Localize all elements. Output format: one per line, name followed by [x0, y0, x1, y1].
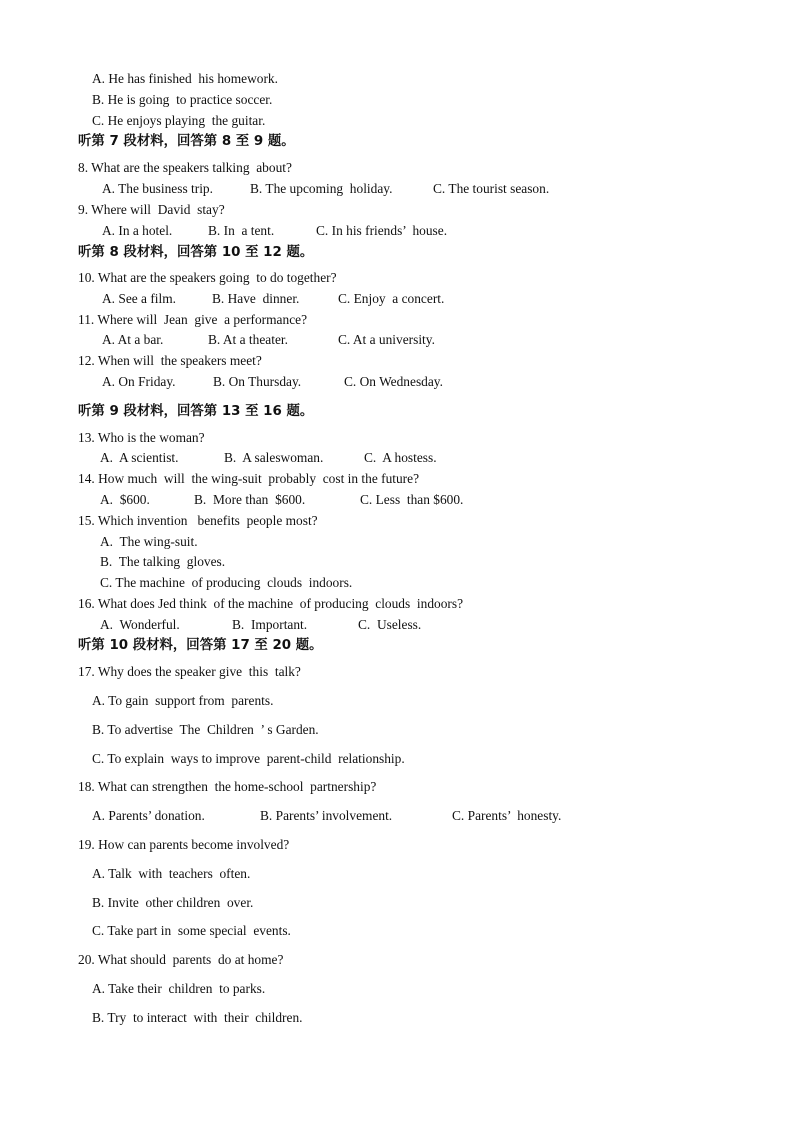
option-10a: A. See a film.: [102, 291, 177, 306]
question-14: 14. How much will the wing-suit probably cost in the future?: [78, 471, 420, 486]
question-8: 8. What are the speakers talking about?: [78, 160, 292, 175]
option-18a: A. Parents’ donation.: [92, 808, 205, 823]
option-11b: B. At a theater.: [208, 332, 288, 347]
question-20: 20. What should parents do at home?: [78, 952, 284, 967]
option-18c: C. Parents’ honesty.: [452, 808, 562, 823]
question-12: 12. When will the speakers meet?: [78, 353, 262, 368]
option-9b: B. In a tent.: [208, 223, 275, 238]
option-16c: C. Useless.: [358, 617, 422, 632]
option-8b: B. The upcoming holiday.: [250, 181, 393, 196]
option-12a: A. On Friday.: [102, 374, 176, 389]
option-13c: C. A hostess.: [364, 450, 437, 465]
option-16b: B. Important.: [232, 617, 308, 632]
question-17: 17. Why does the speaker give this talk?: [78, 664, 301, 679]
option-9c: C. In his friends’ house.: [316, 223, 448, 238]
option-15a: A. The wing-suit.: [100, 534, 198, 549]
option-17b: B. To advertise The Children ’ s Garden.: [92, 722, 319, 737]
option-9a: A. In a hotel.: [102, 223, 173, 238]
option-10b: B. Have dinner.: [212, 291, 300, 306]
option-16a: A. Wonderful.: [100, 617, 180, 632]
option-20b: B. Try to interact with their children.: [92, 1010, 303, 1025]
option-14c: C. Less than $600.: [360, 492, 464, 507]
option-19a: A. Talk with teachers often.: [92, 866, 251, 881]
section-header-10: 听第 10 段材料，回答第 17 至 20 题。: [78, 638, 323, 653]
section-header-7: 听第 7 段材料，回答第 8 至 9 题。: [78, 134, 295, 149]
option-11c: C. At a university.: [338, 332, 435, 347]
question-11: 11. Where will Jean give a performance?: [78, 312, 308, 327]
section-header-8: 听第 8 段材料，回答第 10 至 12 题。: [78, 245, 314, 260]
question-13: 13. Who is the woman?: [78, 430, 205, 445]
option-18b: B. Parents’ involvement.: [260, 808, 393, 823]
option-12c: C. On Wednesday.: [344, 374, 443, 389]
option-7b: B. He is going to practice soccer.: [92, 92, 273, 107]
option-14a: A. $600.: [100, 492, 150, 507]
option-7c: C. He enjoys playing the guitar.: [92, 113, 266, 128]
option-20a: A. Take their children to parks.: [92, 981, 266, 996]
option-15b: B. The talking gloves.: [100, 554, 226, 569]
option-11a: A. At a bar.: [102, 332, 164, 347]
option-15c: C. The machine of producing clouds indoors.: [100, 575, 353, 590]
option-10c: C. Enjoy a concert.: [338, 291, 445, 306]
option-8c: C. The tourist season.: [433, 181, 550, 196]
question-15: 15. Which invention benefits people most?: [78, 513, 318, 528]
option-13b: B. A saleswoman.: [224, 450, 324, 465]
section-header-9: 听第 9 段材料，回答第 13 至 16 题。: [78, 404, 314, 419]
question-16: 16. What does Jed think of the machine of producing clouds indoors?: [78, 596, 464, 611]
question-18: 18. What can strengthen the home-school partnership?: [78, 779, 377, 794]
option-8a: A. The business trip.: [102, 181, 213, 196]
option-19c: C. Take part in some special events.: [92, 923, 291, 938]
option-19b: B. Invite other children over.: [92, 895, 254, 910]
option-12b: B. On Thursday.: [213, 374, 302, 389]
option-14b: B. More than $600.: [194, 492, 306, 507]
option-13a: A. A scientist.: [100, 450, 179, 465]
option-17a: A. To gain support from parents.: [92, 693, 274, 708]
option-7a: A. He has finished his homework.: [92, 71, 278, 86]
option-17c: C. To explain ways to improve parent-child relationship.: [92, 751, 405, 766]
question-9: 9. Where will David stay?: [78, 202, 225, 217]
question-10: 10. What are the speakers going to do together?: [78, 270, 337, 285]
question-19: 19. How can parents become involved?: [78, 837, 290, 852]
